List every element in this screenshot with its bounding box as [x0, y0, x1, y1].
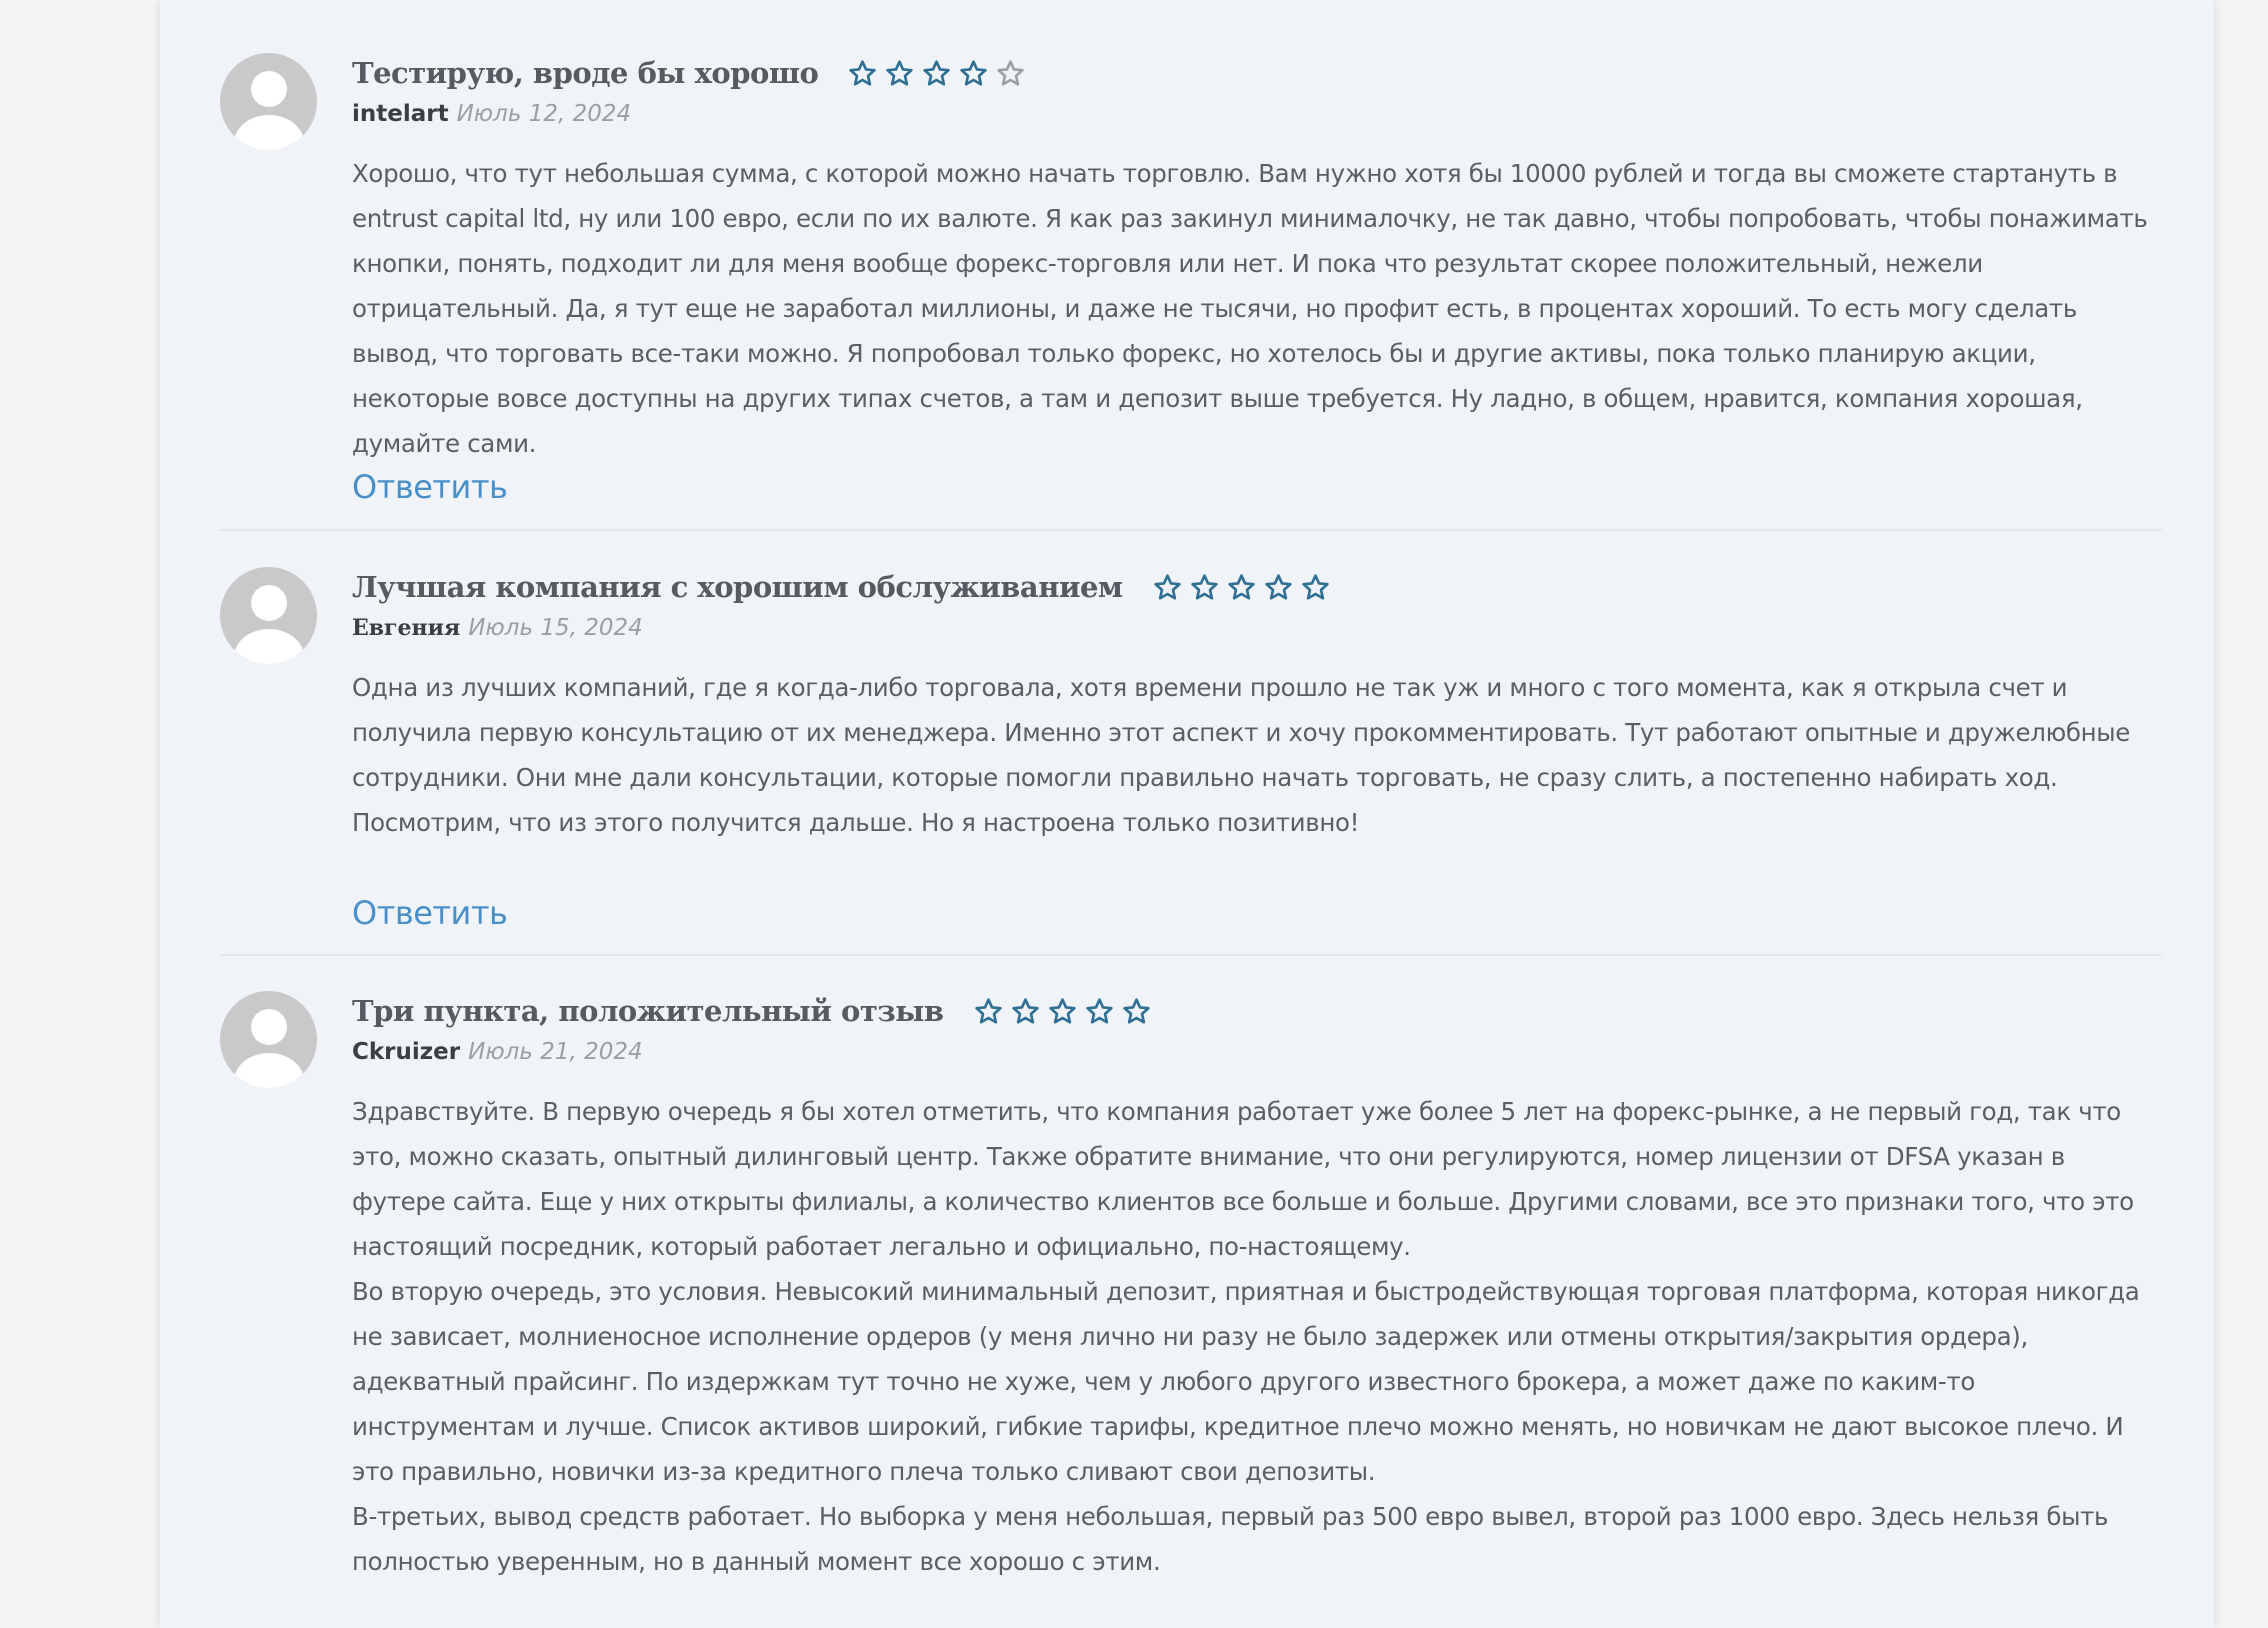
- star-icon: [996, 59, 1025, 88]
- star-icon: [1122, 997, 1151, 1026]
- star-icon: [885, 59, 914, 88]
- star-icon: [1011, 997, 1040, 1026]
- reply-link[interactable]: Ответить: [352, 468, 508, 506]
- review-meta: [352, 97, 631, 131]
- star-icon: [959, 59, 988, 88]
- star-icon: [1153, 573, 1182, 602]
- star-icon: [1301, 573, 1330, 602]
- review-author: Ckruizer: [352, 1039, 461, 1065]
- user-avatar-icon: [220, 991, 317, 1088]
- review-text: [352, 665, 2162, 845]
- review-paragraph: Здравствуйте. В первую очередь я бы хотел отметить, что компания работает уже более 5 лет на форекс-рынке, а не первый год, так что это, можно сказать, опытный дилинговый центр. Также обратите внимание, что они регулируются, номер лицензии от DFSA указан в футере сайта. Еще у них открыты филиалы, а количество клиентов все больше и больше. Другими словами, все это признаки того, что это настоящий посредник, который работает легально и официально, по-настоящему.: [352, 1097, 2134, 1261]
- review-header: [352, 991, 1151, 1031]
- star-icon: [1190, 573, 1219, 602]
- user-avatar-icon: [220, 567, 317, 664]
- star-icon: [1264, 573, 1293, 602]
- review-author: Евгения: [352, 615, 461, 641]
- review-title: Три пункта, положительный отзыв: [352, 994, 944, 1028]
- reply-link[interactable]: Ответить: [352, 894, 508, 932]
- review-paragraph: В-третьих, вывод средств работает. Но выборка у меня небольшая, первый раз 500 евро вывел, второй раз 1000 евро. Здесь нельзя быть полностью уверенным, но в данный момент все хорошо с этим.: [352, 1502, 2109, 1576]
- comments-panel: [160, 0, 2214, 1628]
- review-text: [352, 1089, 2162, 1584]
- review-title: Лучшая компания с хорошим обслуживанием: [352, 570, 1123, 604]
- review-paragraph: Одна из лучших компаний, где я когда-либо торговала, хотя времени прошло не так уж и много с того момента, как я открыла счет и получила первую консультацию от их менеджера. Именно этот аспект и хочу прокомментировать. Тут работают опытные и дружелюбные сотрудники. Они мне дали консультации, которые помогли правильно начать торговать, не сразу слить, а постепенно набирать ход. Посмотрим, что из этого получится дальше. Но я настроена только позитивно!: [352, 673, 2130, 837]
- review-meta: [352, 1035, 643, 1069]
- review-date: Июль 12, 2024: [456, 101, 632, 127]
- star-icon: [1085, 997, 1114, 1026]
- star-rating: [974, 997, 1151, 1026]
- review-header: [352, 567, 1330, 607]
- review-divider: [220, 529, 2162, 531]
- review-meta: [352, 611, 643, 645]
- review-paragraph: Во вторую очередь, это условия. Невысокий минимальный депозит, приятная и быстродействующая торговая платформа, которая никогда не зависает, молниеносное исполнение ордеров (у меня лично ни разу не было задержек или отмены открытия/закрытия ордера), адекватный прайсинг. По издержкам тут точно не хуже, чем у любого другого известного брокера, а может даже по каким-то инструментам и лучше. Список активов широкий, гибкие тарифы, кредитное плечо можно менять, но новичкам не дают высокое плечо. И это правильно, новички из-за кредитного плеча только сливают свои депозиты.: [352, 1277, 2140, 1486]
- star-icon: [922, 59, 951, 88]
- review-title: Тестирую, вроде бы хорошо: [352, 56, 819, 90]
- review-header: [352, 53, 1025, 93]
- review-paragraph: Хорошо, что тут небольшая сумма, с которой можно начать торговлю. Вам нужно хотя бы 10000 рублей и тогда вы сможете стартануть в entrust capital ltd, ну или 100 евро, если по их валюте. Я как раз закинул минималочку, не так давно, чтобы попробовать, чтобы понажимать кнопки, понять, подходит ли для меня вообще форекс-торговля или нет. И пока что результат скорее положительный, нежели отрицательный. Да, я тут еще не заработал миллионы, и даже не тысячи, но профит есть, в процентах хороший. То есть могу сделать вывод, что торговать все-таки можно. Я попробовал только форекс, но хотелось бы и другие активы, пока только планирую акции, некоторые вовсе доступны на других типах счетов, а там и депозит выше требуется. Ну ладно, в общем, нравится, компания хорошая, думайте сами.: [352, 159, 2148, 458]
- star-icon: [848, 59, 877, 88]
- star-icon: [1227, 573, 1256, 602]
- review-divider: [220, 954, 2162, 956]
- star-icon: [974, 997, 1003, 1026]
- star-icon: [1048, 997, 1077, 1026]
- review-author: intelart: [352, 101, 449, 127]
- user-avatar-icon: [220, 53, 317, 150]
- review-date: Июль 21, 2024: [468, 1039, 643, 1065]
- star-rating: [1153, 573, 1330, 602]
- star-rating: [848, 59, 1025, 88]
- review-text: [352, 151, 2162, 466]
- review-date: Июль 15, 2024: [468, 615, 643, 641]
